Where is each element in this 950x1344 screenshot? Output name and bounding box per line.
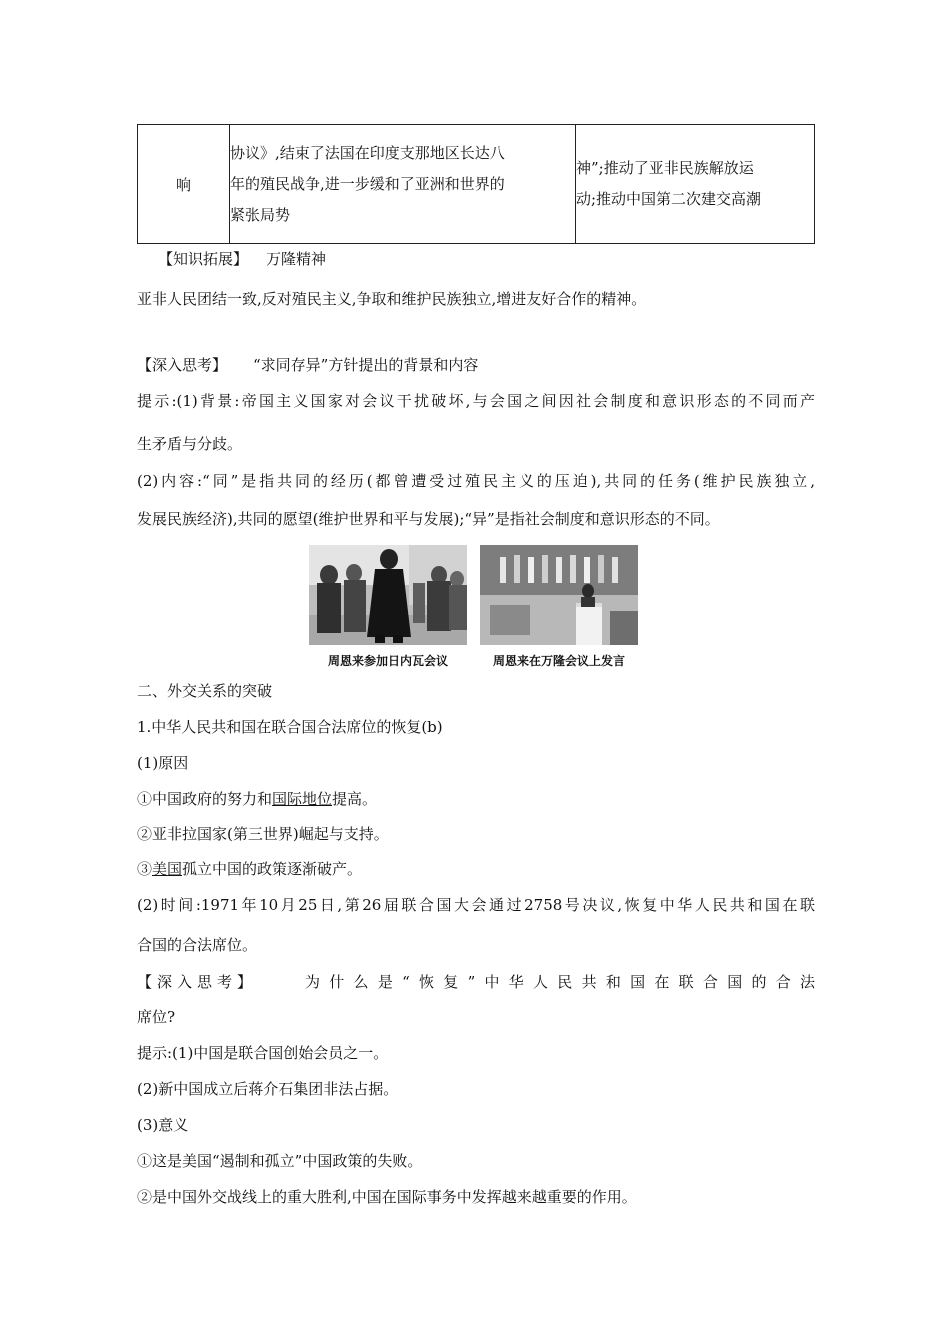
underlined-term: 国际地位	[272, 790, 333, 808]
think-heading	[137, 354, 478, 375]
cell-line: 紧张局势	[230, 205, 291, 224]
think2-hint-1: 提示:(1)中国是联合国创始会员之一。	[137, 1044, 389, 1062]
time-line1: (2)时间:1971年10月25日,第26届联合国大会通过2758号决议,恢复中华人民共和国在联	[137, 896, 815, 914]
hint-background-line2: 生矛盾与分歧。	[137, 435, 243, 453]
geneva-caption: 周恩来参加日内瓦会议	[327, 654, 448, 668]
geneva-photo	[309, 545, 467, 645]
think2-question-line2: 席位?	[137, 1008, 176, 1026]
geneva-impact-cell	[230, 125, 576, 244]
reason-2: ②亚非拉国家(第三世界)崛起与支持。	[137, 825, 389, 843]
reason-1-post: 提高。	[332, 790, 378, 808]
hint-content-line1: (2)内容:“同”是指共同的经历(都曾遭受过殖民主义的压迫),共同的任务(维护民族独立,	[137, 472, 815, 490]
reason-1-pre: ①中国政府的努力和	[137, 790, 273, 808]
significance-heading: (3)意义	[137, 1116, 189, 1134]
think2-question	[137, 971, 815, 992]
geneva-photo-image	[309, 545, 467, 645]
table-row	[138, 125, 815, 244]
bandung-photo-image	[480, 545, 638, 645]
think2-hint-2: (2)新中国成立后蒋介石集团非法占据。	[137, 1080, 399, 1098]
reason-3-pre: ③	[137, 860, 153, 878]
reason-3	[137, 858, 362, 879]
reason-3-post: 孤立中国的政策逐渐破产。	[182, 860, 363, 878]
significance-2: ②是中国外交战线上的重大胜利,中国在国际事务中发挥越来越重要的作用。	[137, 1188, 637, 1206]
hint-content-line2: 发展民族经济),共同的愿望(维护世界和平与发展);“异”是指社会制度和意识形态的不同。	[137, 510, 720, 528]
extension-heading	[158, 248, 326, 269]
think2-question-line1: 为什么是“恢复”中华人民共和国在联合国的合法	[305, 973, 815, 991]
row-label: 响	[138, 125, 230, 244]
subsection-title: 1.中华人民共和国在联合国合法席位的恢复(b)	[137, 718, 443, 736]
cell-line: 协议》,结束了法国在印度支那地区长达八	[230, 143, 505, 162]
bandung-impact-cell	[576, 125, 815, 244]
reason-heading: (1)原因	[137, 754, 189, 772]
think-tag: 【深入思考】	[137, 356, 228, 374]
extension-title: 万隆精神	[266, 250, 327, 268]
significance-1: ①这是美国“遏制和孤立”中国政策的失败。	[137, 1152, 423, 1170]
think2-tag: 【深入思考】	[137, 973, 258, 991]
think-title: “求同存异”方针提出的背景和内容	[253, 356, 479, 374]
extension-body: 亚非人民团结一致,反对殖民主义,争取和维护民族独立,增进友好合作的精神。	[137, 290, 647, 308]
underlined-term: 美国	[152, 860, 183, 878]
extension-tag: 【知识拓展】	[158, 250, 249, 268]
cell-line: 动;推动中国第二次建交高潮	[576, 190, 762, 208]
reason-1	[137, 788, 377, 809]
hint-background-line1: 提示:(1)背景:帝国主义国家对会议干扰破坏,与会国之间因社会制度和意识形态的不同而产	[137, 392, 815, 410]
cell-line: 神”;推动了亚非民族解放运	[576, 159, 754, 177]
bandung-caption: 周恩来在万隆会议上发言	[492, 654, 625, 668]
bandung-photo	[480, 545, 638, 645]
section-heading: 二、外交关系的突破	[137, 682, 273, 700]
cell-line: 年的殖民战争,进一步缓和了亚洲和世界的	[230, 174, 505, 193]
impact-table	[137, 124, 815, 244]
time-line2: 合国的合法席位。	[137, 936, 258, 954]
